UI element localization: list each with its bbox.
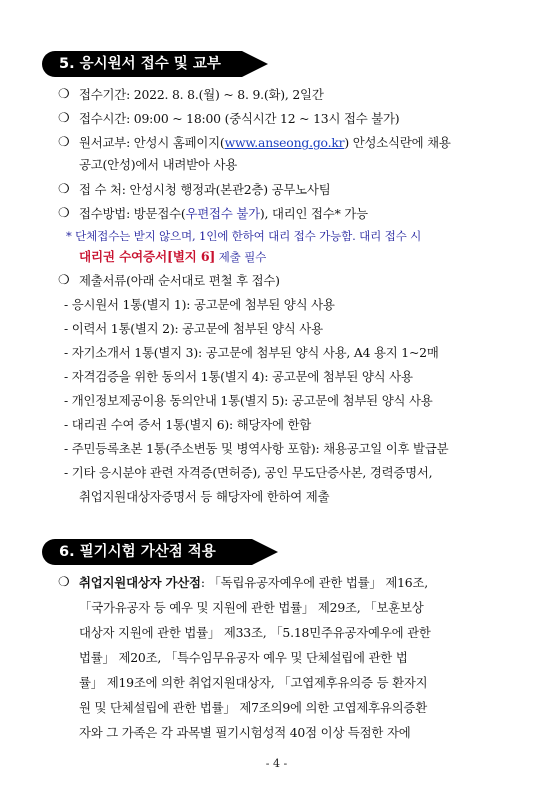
method-text [79, 206, 368, 222]
bonus-line: 대상자 지원에 관한 법률」 제33조, 「5.18민주유공자예우에 관한 [79, 625, 431, 640]
bullet-icon: ❍ [58, 135, 70, 150]
bonus-line-1-text: : 「독립유공자예우에 관한 법률」 제16조, [200, 575, 428, 590]
note-red: 대리권 수여증서[별지 6] [79, 249, 216, 264]
section-6-title: 6. 필기시험 가산점 적용 [42, 539, 252, 565]
doc-item: - 자기소개서 1통(별지 3): 공고문에 첨부된 양식 사용, A4 용지 1~2매 [64, 345, 439, 360]
bullet-icon: ❍ [58, 182, 70, 197]
bonus-line: 률」 제19조에 의한 취업지원대상자, 「고엽제후유의증 등 환자지 [79, 675, 428, 690]
issue-text-line2: 공고(안성)에서 내려받아 사용 [79, 157, 237, 172]
place-text: 접 수 처: 안성시청 행정과(본관2층) 공무노사팀 [79, 182, 331, 197]
issue-pre: 원서교부: 안성시 홈페이지( [79, 135, 225, 150]
note-line2 [79, 249, 266, 265]
homepage-link[interactable]: www.anseong.go.kr [224, 135, 345, 150]
bullet-icon: ❍ [58, 87, 70, 102]
bonus-line: 「국가유공자 등 예우 및 지원에 관한 법률」 제29조, 「보훈보상 [79, 600, 424, 615]
issue-post: ) 안성소식란에 채용 [344, 135, 451, 150]
time-text: 접수시간: 09:00 ~ 18:00 (중식시간 12 ~ 13시 접수 불가) [79, 111, 400, 126]
doc-item: - 주민등록초본 1통(주소변동 및 병역사항 포함): 채용공고일 이후 발급분 [64, 441, 449, 456]
docs-title: 제출서류(아래 순서대로 편철 후 접수) [79, 273, 280, 288]
method-blue: 우편접수 불가 [185, 206, 260, 221]
method-post: ), 대리인 접수* 가능 [259, 206, 368, 221]
period-text: 접수기간: 2022. 8. 8.(월) ~ 8. 9.(화), 2일간 [79, 87, 324, 102]
doc-item-cont: 취업지원대상자증명서 등 해당자에 한하여 제출 [79, 489, 330, 504]
note-line1: * 단체접수는 받지 않으며, 1인에 한하여 대리 접수 가능함. 대리 접수 시 [66, 229, 422, 243]
bullet-icon: ❍ [58, 206, 70, 221]
note-tail: 제출 필수 [215, 250, 267, 264]
bonus-label: 취업지원대상자 가산점 [79, 575, 201, 590]
doc-item: - 응시원서 1통(별지 1): 공고문에 첨부된 양식 사용 [64, 297, 335, 312]
bullet-icon: ❍ [58, 273, 70, 288]
section-5-title: 5. 응시원서 접수 및 교부 [42, 51, 242, 77]
bonus-line: 원 및 단체설립에 관한 법률」 제7조의9에 의한 고엽제후유의증환 [79, 700, 427, 715]
bonus-line: 자와 그 가족은 각 과목별 필기시험성적 40점 이상 득점한 자에 [79, 725, 411, 740]
bullet-icon: ❍ [58, 575, 70, 590]
doc-item: - 기타 응시분야 관련 자격증(면허증), 공인 무도단증사본, 경력증명서, [64, 465, 433, 480]
doc-item: - 이력서 1통(별지 2): 공고문에 첨부된 양식 사용 [64, 321, 323, 336]
doc-item: - 대리권 수여 증서 1통(별지 6): 해당자에 한함 [64, 417, 312, 432]
bonus-line: 법률」 제20조, 「특수임무유공자 예우 및 단체설립에 관한 법 [79, 650, 408, 665]
method-pre: 접수방법: 방문접수( [79, 206, 186, 221]
page-number: - 4 - [265, 757, 288, 770]
issue-text [79, 135, 451, 151]
bonus-line-1 [79, 575, 428, 591]
bullet-icon: ❍ [58, 111, 70, 126]
doc-item: - 자격검증을 위한 동의서 1통(별지 4): 공고문에 첨부된 양식 사용 [64, 369, 413, 384]
doc-item: - 개인정보제공이용 동의안내 1통(별지 5): 공고문에 첨부된 양식 사용 [64, 393, 433, 408]
